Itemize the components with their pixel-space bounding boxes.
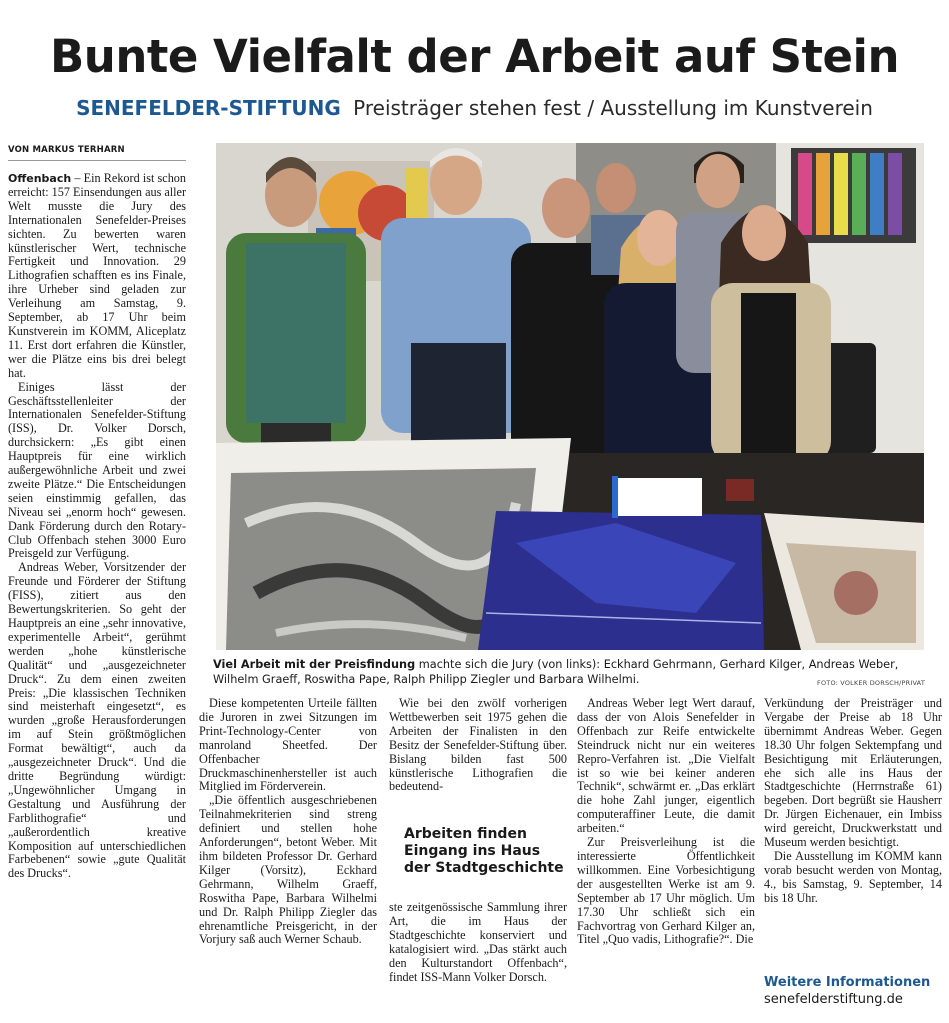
column-3 [389,697,567,809]
paragraph [8,172,186,381]
paragraph: Die Ausstellung im KOMM kann vorab besucht werden von Montag, 4., bis Samstag, 9. September, 14 bis 18 Uhr. [764,848,942,905]
byline: VON MARKUS TERHARN [8,145,186,161]
paragraph: Diese kompetenten Urteile fällten die Juroren in zwei Sitzungen im Print-Technology-Center von manroland Sheetfed. Der Offenbacher Druckmaschinenhersteller ist auch Mitglied im Förderverein. [199,697,377,794]
paragraph: Andreas Weber legt Wert darauf, dass der von Alois Senefelder in Offenbach zur Reife entwickelte Steindruck nicht nur ein weiteres Repro-Verfahren ist. „Die Vielfalt ist so wie bei keiner anderen Technik“, schwärmt er. „Das erklärt die hohe Zahl junger, eigentlich computeraffiner Leute, die damit arbeiten.“ [577,697,755,836]
paragraph: „Die öffentlich ausgeschriebenen Teilnahmekriterien sind streng definiert und stellen hohe Anforderungen“, betont Weber. Mit ihm bildeten Professor Dr. Gerhard Kilger (Vorsitz), Eckhard Gehrmann, Wilhelm Graeff, Roswitha Pape, Barbara Wilhelmi und Dr. Ralph Philipp Ziegler das ehrenamtliche Preisgericht, in der Vorjury saß auch Werner Schaub. [199,793,377,947]
column-5 [764,697,942,967]
wall-artwork [791,148,916,243]
column-1 [8,172,186,1014]
paragraph: Einiges lässt der Geschäftsstellenleiter der Internationalen Senefelder-Stiftung (ISS), Dr. Volker Dorsch, durchsickern: „Es gibt einen Hauptpreis für eine wirklich außergewöhnliche Arbeit und zwei zweite Plätze.“ Die Entscheidungen seien einstimmig gefallen, das Niveau sei „enorm hoch“ gewesen. Dank Förderung durch den Rotary-Club Offenbach stehen 3000 Euro Preisgeld zur Verfügung. [8,379,186,561]
blue-print [478,511,764,650]
paragraph: Zur Preisverleihung ist die interessierte Öffentlichkeit willkommen. Eine Vorbesichtigung der ausgestellten Werke ist am 9. September ab 17 Uhr möglich. Um 17.30 Uhr schließt sich ein Fachvortrag von Gerhard Kilger an, Titel „Quo vadis, Lithografie?“. Die [577,835,755,947]
paragraph: ste zeitgenössische Sammlung ihrer Art, die im Haus der Stadtgeschichte konserviert und katalogisiert wird. „Das stärkt auch den Kulturstandort Offenbach“, findet ISS-Mann Volker Dorsch. [389,901,567,984]
paragraph-text: – Ein Rekord ist schon erreicht: 157 Einsendungen aus aller Welt musste die Jury des Internationalen Senefelder-Preises sichten. Zu bewerten waren künstlerischer Wert, technische Fertigkeit und Innovation. 29 Lithografien schafften es ins Finale, ihre Urheber sind geladen zur Verleihung am Samstag, 9. September, ab 17 Uhr beim Kunstverein im KOMM, Aliceplatz 11. Erst dort erfahren die Künstler, wer die Plätze eins bis drei belegt hat. [8,172,186,380]
paragraph: Andreas Weber, Vorsitzender der Freunde und Förderer der Stiftung (FISS), zitiert aus den Bewertungskriterien. So geht der Hauptpreis an eine „sehr innovative, experimentelle Arbeit“, gerühmt werden „hohe künstlerische Qualität“ und „ausgezeichneter Druck“. Zu dem einen zweiten Preis: „Die klassischen Techniken sind meisterhaft eingesetzt“, es wurden „große Herausforderungen im auf Stein größtmöglichen Format bewältigt“, auch da „ausgezeichneter Druck“. Und die dritte Begründung würdigt: „Ungewöhnlicher Umgang in Gestaltung und Ausführung der Farblithografie“ und „außerordentlich kreative Komposition auf unterschiedlichen Farbebenen“ sowie „gute Qualität des Drucks“. [8,560,186,881]
more-info-title: Weitere Informationen [764,975,931,990]
jury-photo [216,143,924,650]
caption-lead: Viel Arbeit mit der Preisfindung [213,658,416,671]
column-3-continued [389,901,567,1015]
caption-text: machte sich die Jury (von links): Eckhard Gehrmann, Gerhard Kilger, Andreas Weber, Wilhelm Graeff, Roswitha Pape, Ralph Philipp Ziegler und Barbara Wilhelmi. [213,658,899,686]
subheadline-row [0,96,949,120]
paragraph: Verkündung der Preisträger und Vergabe der Preise ab 18 Uhr übernimmt Andreas Weber. Gegen 18.30 Uhr folgen Sektempfang und Besichtigung mit Erläuterungen, ehe sich alle ins Haus der Stadtgeschichte (Herrnstraße 61) begeben. Dort begrüßt sie Hausherr Dr. Jürgen Eichenauer, ein Imbiss wird gereicht, Druckwerkstatt und Museum werden besichtigt. [764,697,942,850]
subheadline: Preisträger stehen fest / Ausstellung im Kunstverein [353,96,873,120]
jury-photo-illustration [216,143,924,650]
paragraph: Wie bei den zwölf vorherigen Wettbewerben seit 1975 gehen die Arbeiten der Finalisten in den Besitz der Senefelder-Stiftung über. Bislang bilden fast 500 künstlerische Lithografien die bedeutend- [389,697,567,794]
headline: Bunte Vielfalt der Arbeit auf Stein [49,30,899,83]
column-2 [199,697,377,1015]
more-info-link[interactable]: senefelderstiftung.de [764,992,903,1007]
photo-credit: FOTO: VOLKER DORSCH/PRIVAT [817,679,925,687]
column-4 [577,697,755,1015]
dateline: Offenbach [8,172,72,185]
kicker: SENEFELDER-STIFTUNG [76,96,341,120]
intertitle: Arbeiten finden Eingang ins Haus der Stadtgeschichte [404,826,564,876]
